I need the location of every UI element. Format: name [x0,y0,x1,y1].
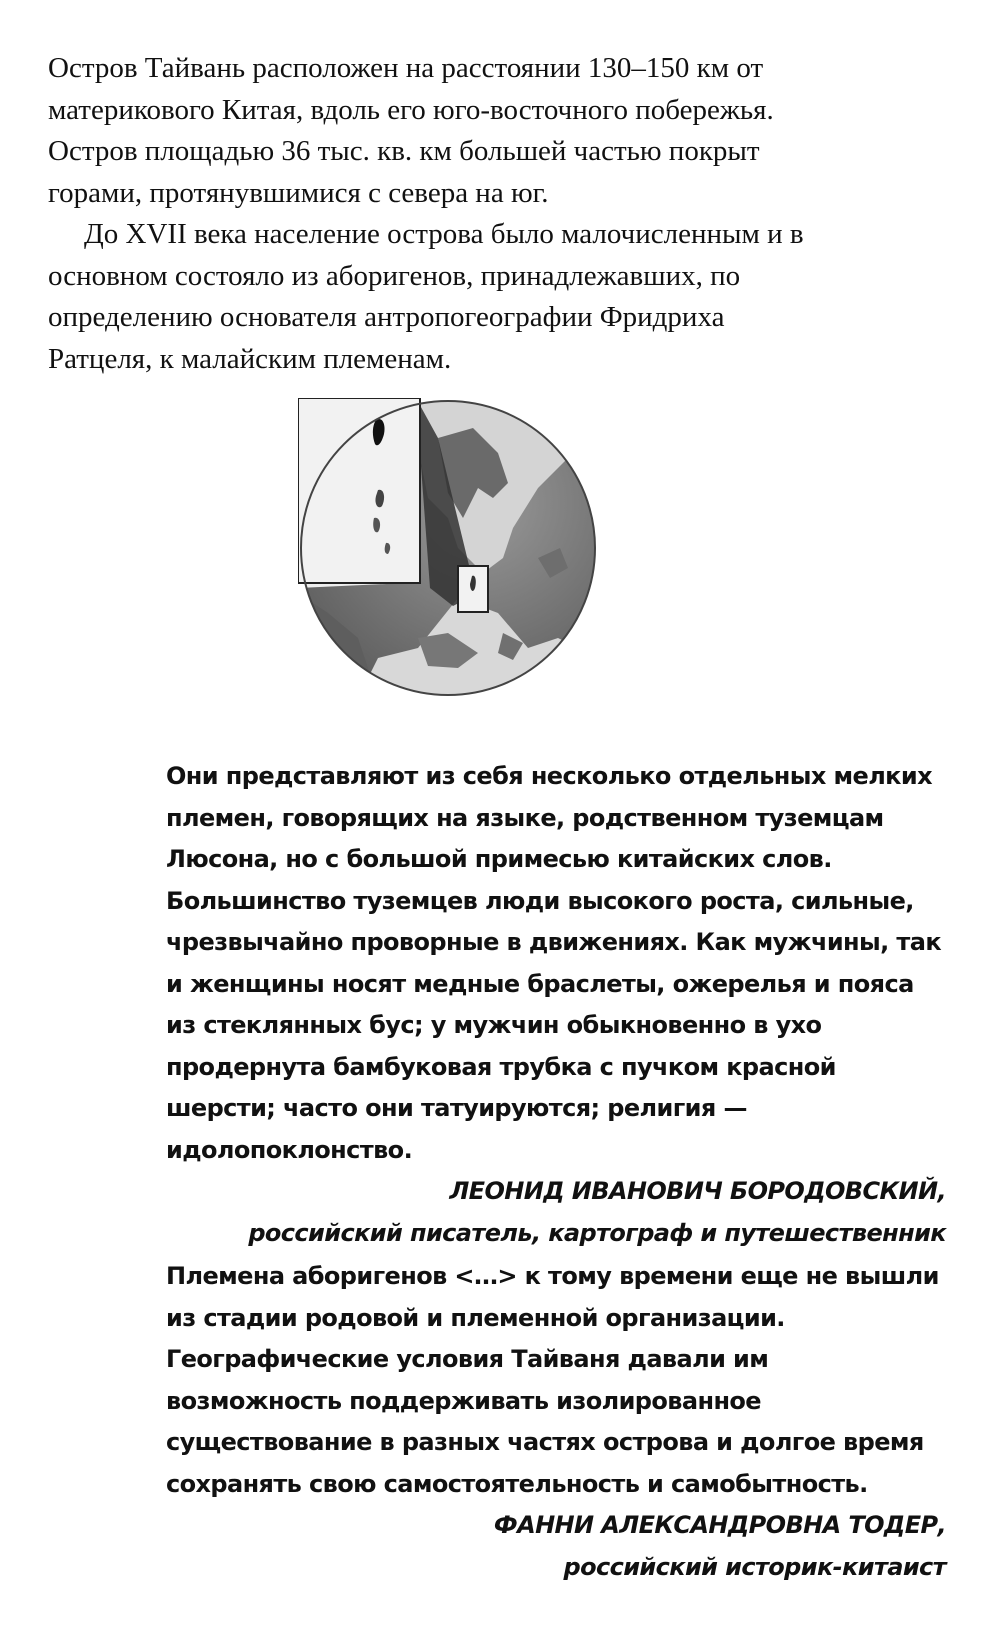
quote-text: Они представляют из себя несколько отдельных мелких племен, говорящих на языке, родственном туземцам Люсона, но с большой примесью китайских слов. Большинство туземцев люди высокого роста, сильные, чрезвычайно проворные в движениях. Как мужчины, так и женщины носят медные браслеты, ожерелья и пояса из стеклянных бус; у мужчин обыкновенно в ухо продернута бамбуковая трубка с пучком красной шерсти; часто они татуируются; религия — идолопоклонство. [166,762,942,1164]
intro-text [48,48,808,380]
quote-attribution [166,1505,946,1588]
quote-borodovsky [166,756,946,1254]
quote-author: ЛЕОНИД ИВАНОВИЧ БОРОДОВСКИЙ, [449,1177,946,1205]
quote-text: Племена аборигенов <…> к тому времени еще не вышли из стадии родовой и племенной организации. Географические условия Тайваня давали им возможность поддерживать изолированное существование в разных частях острова и долгое время сохранять свою самостоятельность и самобытность. [166,1262,939,1498]
intro-paragraph-1: Остров Тайвань расположен на расстоянии 130–150 км от материкового Китая, вдоль его юго-восточного побережья. Остров площадью 36 тыс. кв. км большей частью покрыт горами, протянувшимися с севера на юг. [48,52,774,209]
quote-toder [166,1256,946,1588]
quote-attribution [166,1171,946,1254]
quote-author-role: российский историк-китаист [563,1552,946,1581]
intro-paragraph-2: До XVII века население острова было малочисленным и в основном состояло из аборигенов, принадлежавших, по определению основателя антропогеографии Фридриха Ратцеля, к малайским племенам. [48,218,804,375]
quote-author-role: российский писатель, картограф и путешественник [248,1218,946,1247]
quote-author: ФАННИ АЛЕКСАНДРОВНА ТОДЕР, [493,1511,946,1539]
globe-map-icon [298,398,598,698]
